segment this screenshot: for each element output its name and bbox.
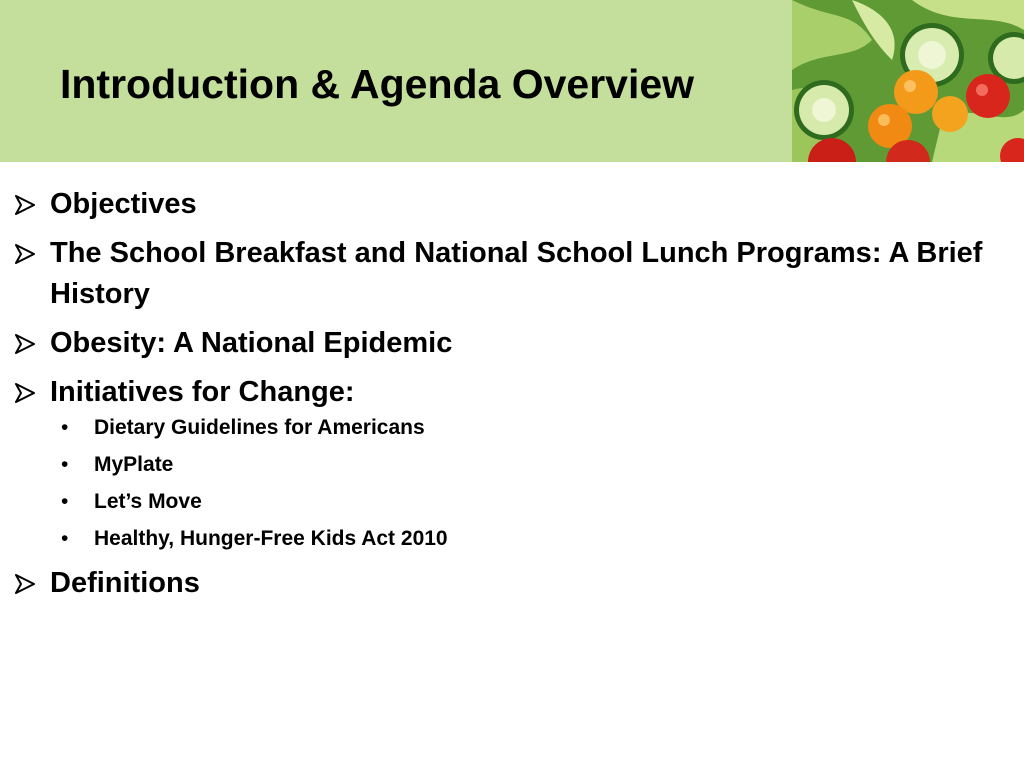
sub-item-myplate — [50, 452, 1000, 478]
agenda-item-initiatives — [0, 372, 1000, 552]
sub-item-label: MyPlate — [94, 453, 174, 476]
arrowhead-bullet-icon — [14, 334, 36, 354]
sub-item-dietary-guidelines — [50, 415, 1000, 441]
agenda-item-label: Objectives — [50, 188, 197, 220]
agenda-item-label: Definitions — [50, 567, 200, 599]
initiatives-sublist — [50, 415, 1000, 552]
agenda-item-label: Initiatives for Change: — [50, 376, 355, 408]
slide-title: Introduction & Agenda Overview — [60, 61, 695, 107]
agenda-list — [0, 184, 1000, 612]
arrowhead-bullet-icon — [14, 195, 36, 215]
sub-item-label: Let’s Move — [94, 490, 202, 513]
agenda-item-objectives — [0, 184, 1000, 225]
salad-image-icon — [792, 0, 1024, 162]
title-banner — [0, 0, 1024, 162]
agenda-item-label: The School Breakfast and National School Lunch Programs: A Brief History — [50, 237, 983, 310]
agenda-item-obesity — [0, 323, 1000, 364]
salad-photo — [792, 0, 1024, 162]
sub-item-label: Healthy, Hunger-Free Kids Act 2010 — [94, 527, 448, 550]
agenda-item-definitions — [0, 563, 1000, 604]
agenda-item-label: Obesity: A National Epidemic — [50, 327, 453, 359]
agenda-item-history — [0, 233, 1000, 315]
sub-bullet-dot-icon: • — [61, 490, 69, 513]
sub-bullet-dot-icon: • — [61, 527, 69, 550]
sub-item-hhfka — [50, 526, 1000, 552]
arrowhead-bullet-icon — [14, 383, 36, 403]
sub-bullet-dot-icon: • — [61, 453, 69, 476]
sub-item-lets-move — [50, 489, 1000, 515]
arrowhead-bullet-icon — [14, 574, 36, 594]
arrowhead-bullet-icon — [14, 244, 36, 264]
sub-item-label: Dietary Guidelines for Americans — [94, 416, 425, 439]
sub-bullet-dot-icon: • — [61, 416, 69, 439]
